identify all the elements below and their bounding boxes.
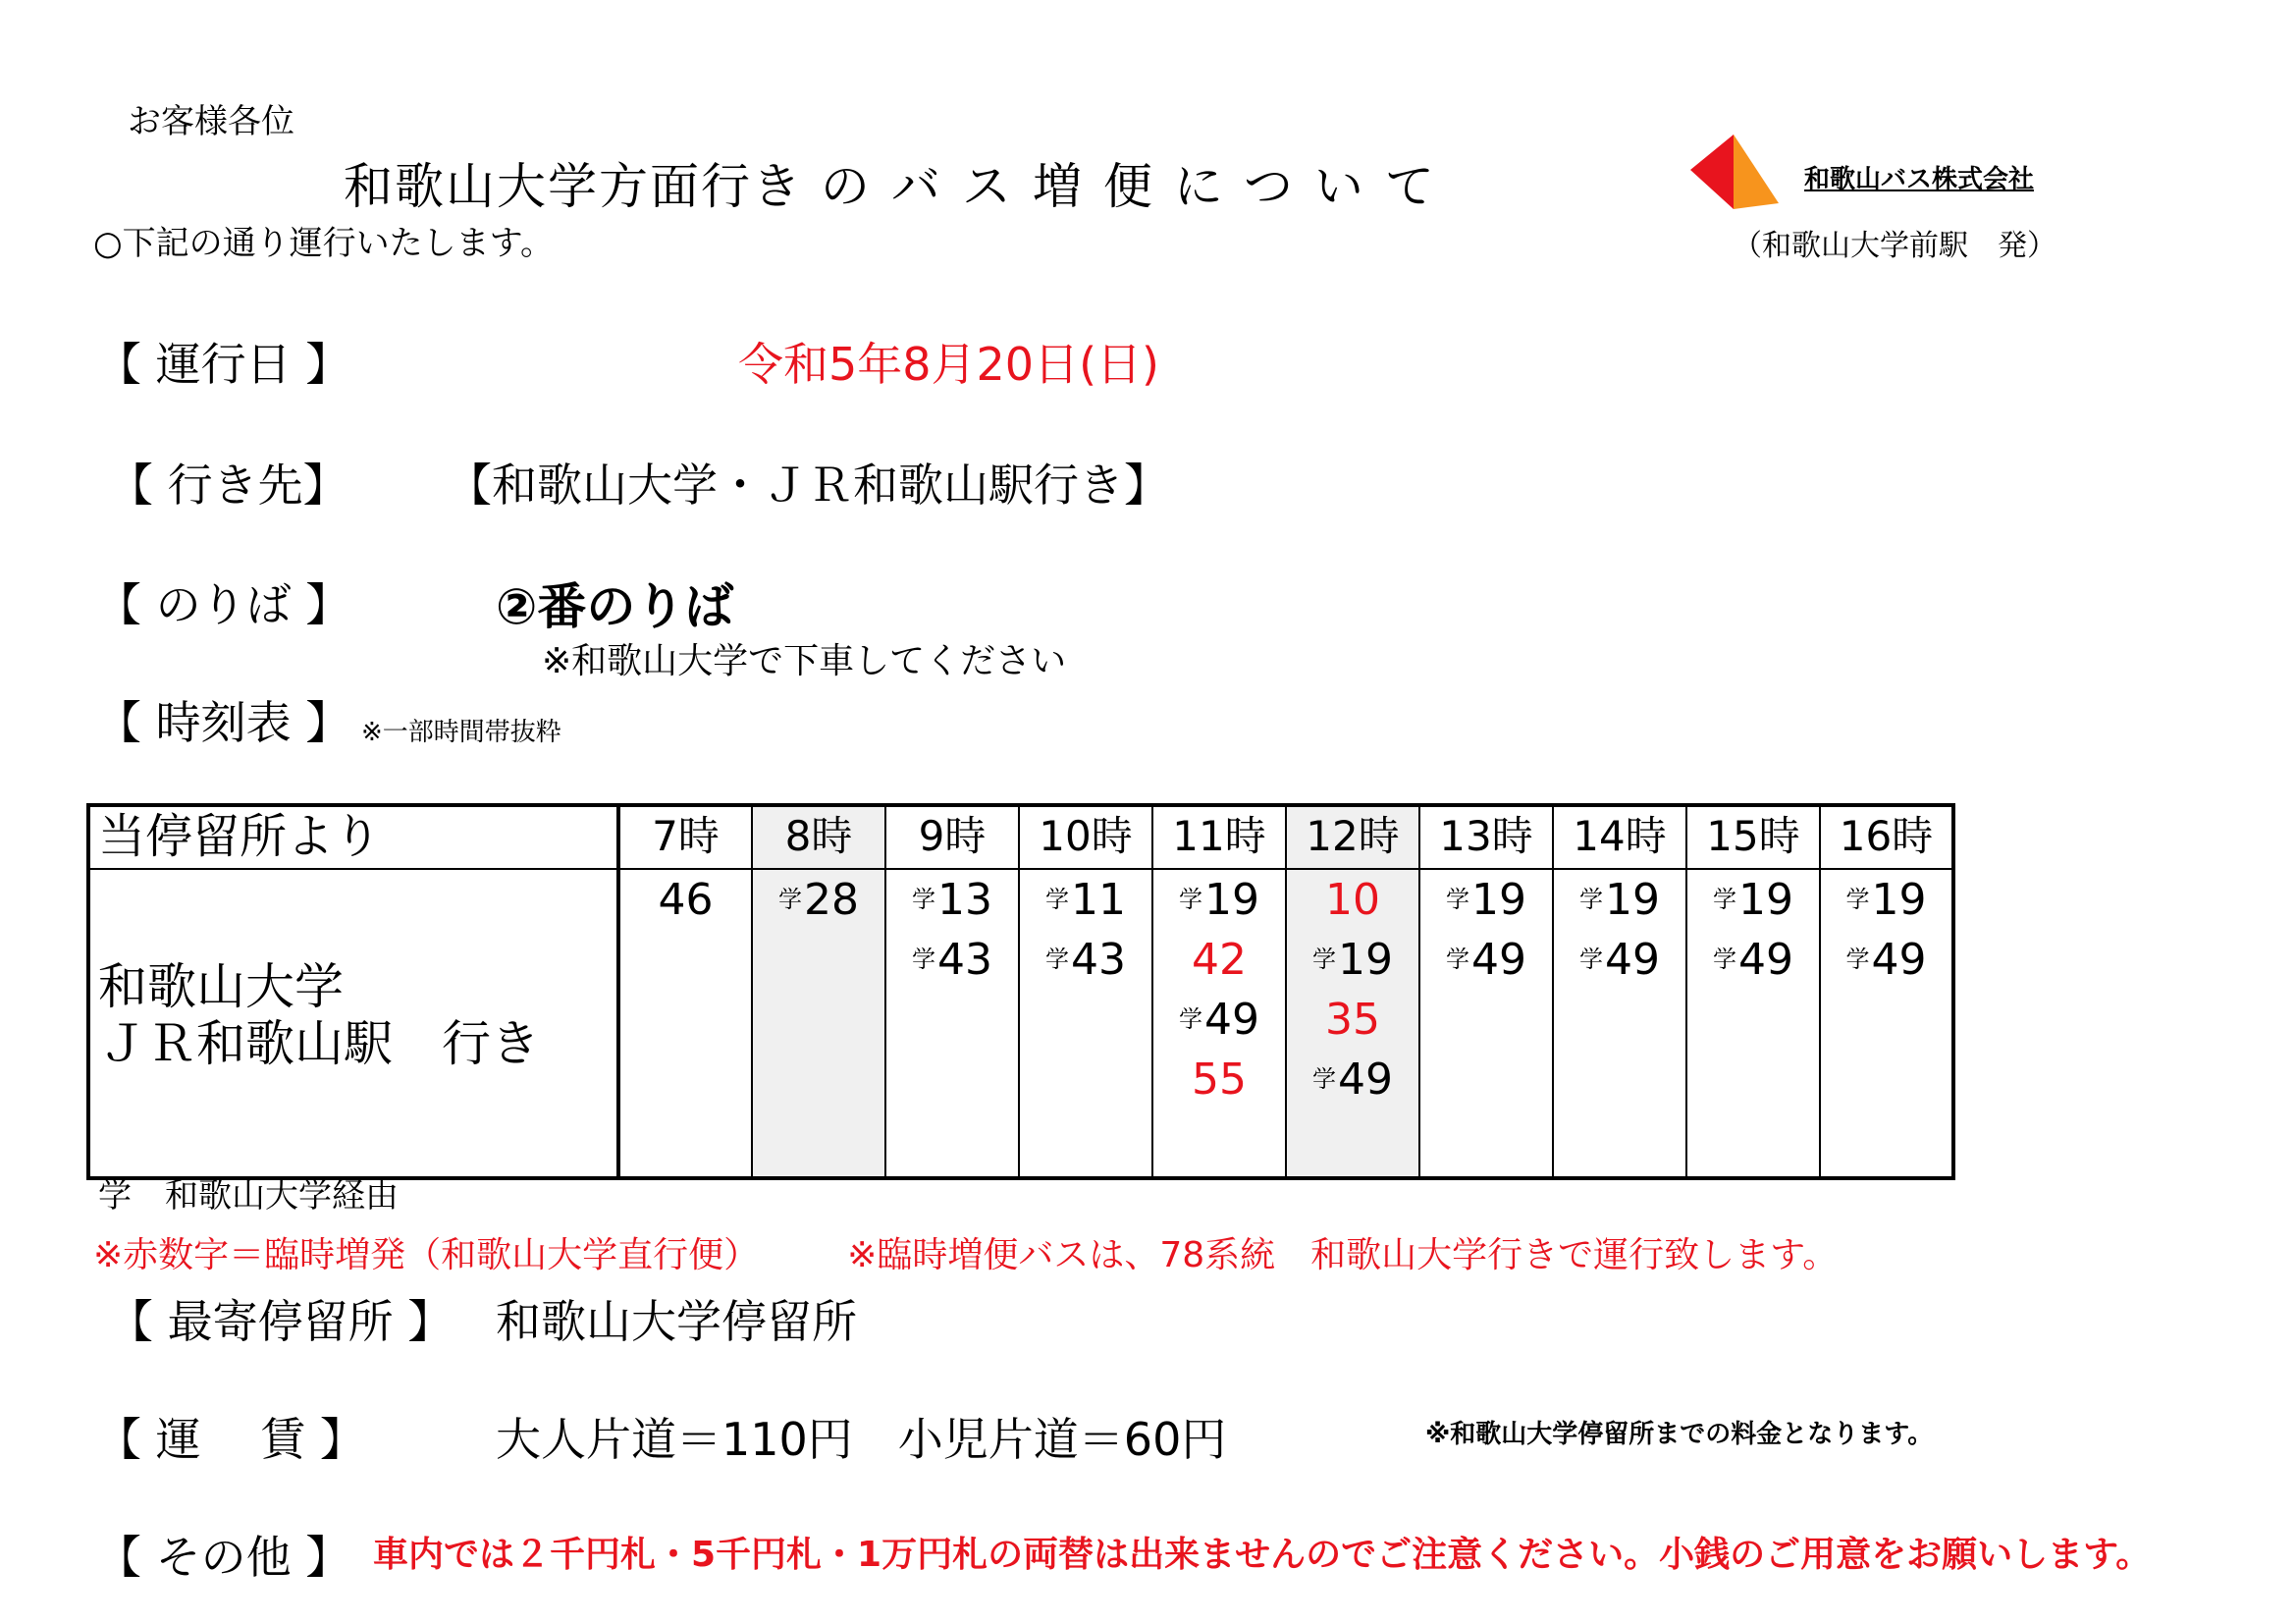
- platform-value: ②番のりば: [496, 578, 734, 635]
- departure-minute: 19: [1338, 935, 1393, 985]
- departure-time: [753, 870, 884, 930]
- departure-time: [886, 930, 1018, 990]
- via-university-mark: 学: [1045, 886, 1069, 913]
- departure-minute: 49: [1204, 995, 1259, 1045]
- hour-10: 10時: [1019, 805, 1152, 869]
- via-university-mark: 学: [1312, 1065, 1336, 1093]
- nearest-stop-value: 和歌山大学停留所: [496, 1295, 857, 1348]
- date-label: 【 運行日 】: [96, 338, 351, 391]
- departure-minute: 19: [1471, 875, 1526, 925]
- minutes-14: [1553, 869, 1686, 1178]
- departure-minute: 43: [1071, 935, 1126, 985]
- via-legend: 学 和歌山大学経由: [98, 1176, 399, 1216]
- hour-11: 11時: [1152, 805, 1286, 869]
- departure-time: [1554, 930, 1685, 990]
- departure-minute: 49: [1738, 935, 1793, 985]
- departure-time: [1153, 930, 1285, 990]
- departure-time: [1554, 870, 1685, 930]
- alight-note: ※和歌山大学で下車してください: [542, 641, 1067, 681]
- hour-13: 13時: [1419, 805, 1553, 869]
- departure-minute: 49: [1871, 935, 1927, 985]
- departure-minute: 55: [1192, 1055, 1247, 1105]
- fare-note: ※和歌山大学停留所までの料金となります。: [1425, 1420, 1934, 1449]
- salutation: お客様各位: [128, 102, 294, 141]
- via-university-mark: 学: [1446, 946, 1469, 973]
- nearest-stop-label: 【 最寄停留所 】: [108, 1295, 454, 1348]
- via-university-mark: 学: [912, 946, 935, 973]
- via-university-mark: 学: [912, 886, 935, 913]
- departure-time: [1287, 930, 1418, 990]
- departure-time: [1153, 870, 1285, 930]
- minutes-8: [752, 869, 885, 1178]
- departure-time: [1020, 870, 1151, 930]
- departure-time: [1287, 1050, 1418, 1109]
- departure-time: [1687, 870, 1819, 930]
- departure-time: [1287, 990, 1418, 1050]
- other-value: 車内では２千円札・5千円札・1万円札の両替は出来ませんのでご注意ください。小銭のご用意をお願いします。: [373, 1535, 2152, 1575]
- departure-time: [1821, 870, 1951, 930]
- minutes-10: [1019, 869, 1152, 1178]
- departure-time: [1420, 870, 1552, 930]
- intro-text: ○下記の通り運行いたします。: [93, 224, 554, 263]
- hour-9: 9時: [885, 805, 1019, 869]
- date-value: 令和5年8月20日(日): [738, 338, 1159, 391]
- departure-minute: 13: [937, 875, 992, 925]
- minutes-12: [1286, 869, 1419, 1178]
- departure-time: [1420, 930, 1552, 990]
- fare-value: 大人片道＝110円 小児片道＝60円: [496, 1413, 1227, 1466]
- timetable-header-row: [88, 805, 1953, 869]
- minutes-11: [1152, 869, 1286, 1178]
- via-university-mark: 学: [1579, 946, 1603, 973]
- departure-minute: 42: [1192, 935, 1247, 985]
- timetable-label: 【 時刻表 】: [96, 696, 351, 749]
- company-name: 和歌山バス株式会社: [1804, 165, 2035, 194]
- departure-minute: 46: [658, 875, 714, 925]
- logo-red-shape: [1690, 135, 1734, 209]
- via-university-mark: 学: [778, 886, 802, 913]
- departure-minute: 49: [1605, 935, 1660, 985]
- hour-12: 12時: [1286, 805, 1419, 869]
- departure-time: [620, 870, 751, 930]
- route-line1: 和歌山大学: [98, 958, 344, 1015]
- minutes-16: [1820, 869, 1953, 1178]
- destination-label: 【 行き先】: [108, 459, 348, 512]
- departure-minute: 19: [1738, 875, 1793, 925]
- departure-time: [1821, 930, 1951, 990]
- timetable-excerpt-note: ※一部時間帯抜粋: [361, 718, 561, 747]
- departure-minute: 43: [937, 935, 992, 985]
- hour-15: 15時: [1686, 805, 1820, 869]
- departure-minute: 11: [1071, 875, 1126, 925]
- hour-14: 14時: [1553, 805, 1686, 869]
- departure-minute: 49: [1338, 1055, 1393, 1105]
- fare-label: 【 運 賃 】: [96, 1413, 365, 1466]
- hour-8: 8時: [752, 805, 885, 869]
- timetable: [86, 803, 1955, 1180]
- other-label: 【 その他 】: [96, 1531, 351, 1584]
- via-university-mark: 学: [1045, 946, 1069, 973]
- departure-time: [1687, 930, 1819, 990]
- minutes-7: [618, 869, 752, 1178]
- departure-time: [886, 870, 1018, 930]
- departure-minute: 19: [1204, 875, 1259, 925]
- minutes-13: [1419, 869, 1553, 1178]
- title-main: 和歌山大学方面行き: [344, 158, 803, 215]
- departure-minute: 35: [1325, 995, 1380, 1045]
- minutes-15: [1686, 869, 1820, 1178]
- departure-minute: 28: [804, 875, 859, 925]
- hour-16: 16時: [1820, 805, 1953, 869]
- departure-time: [1020, 930, 1151, 990]
- via-university-mark: 学: [1579, 886, 1603, 913]
- departure-minute: 19: [1605, 875, 1660, 925]
- departure-minute: 49: [1471, 935, 1526, 985]
- via-university-mark: 学: [1713, 946, 1736, 973]
- timetable-corner: 当停留所より: [88, 805, 618, 869]
- departure-time: [1153, 990, 1285, 1050]
- via-university-mark: 学: [1713, 886, 1736, 913]
- via-university-mark: 学: [1446, 886, 1469, 913]
- title-spaced: のバス増便について: [820, 158, 1456, 215]
- via-university-mark: 学: [1179, 1005, 1202, 1033]
- via-university-mark: 学: [1845, 946, 1870, 973]
- destination-value: 【和歌山大学・ＪＲ和歌山駅行き】: [447, 459, 1169, 512]
- via-university-mark: 学: [1845, 886, 1870, 913]
- red-number-legend: ※赤数字＝臨時増発（和歌山大学直行便） ※臨時増便バスは、78系統 和歌山大学行きで運行致します。: [93, 1235, 1839, 1275]
- route-line2: ＪＲ和歌山駅 行き: [98, 1015, 540, 1072]
- departure-time: [1287, 870, 1418, 930]
- timetable-body-row: [88, 869, 1953, 1178]
- departure-minute: 19: [1871, 875, 1927, 925]
- route-cell: [88, 869, 618, 1178]
- departure-stop: （和歌山大学前駅 発）: [1733, 229, 2056, 263]
- via-university-mark: 学: [1312, 946, 1336, 973]
- hour-7: 7時: [618, 805, 752, 869]
- departure-time: [1153, 1050, 1285, 1109]
- logo-orange-shape: [1734, 135, 1779, 209]
- notice-title: [344, 147, 1456, 218]
- departure-minute: 10: [1325, 875, 1380, 925]
- platform-label: 【 のりば 】: [96, 578, 351, 631]
- minutes-9: [885, 869, 1019, 1178]
- via-university-mark: 学: [1179, 886, 1202, 913]
